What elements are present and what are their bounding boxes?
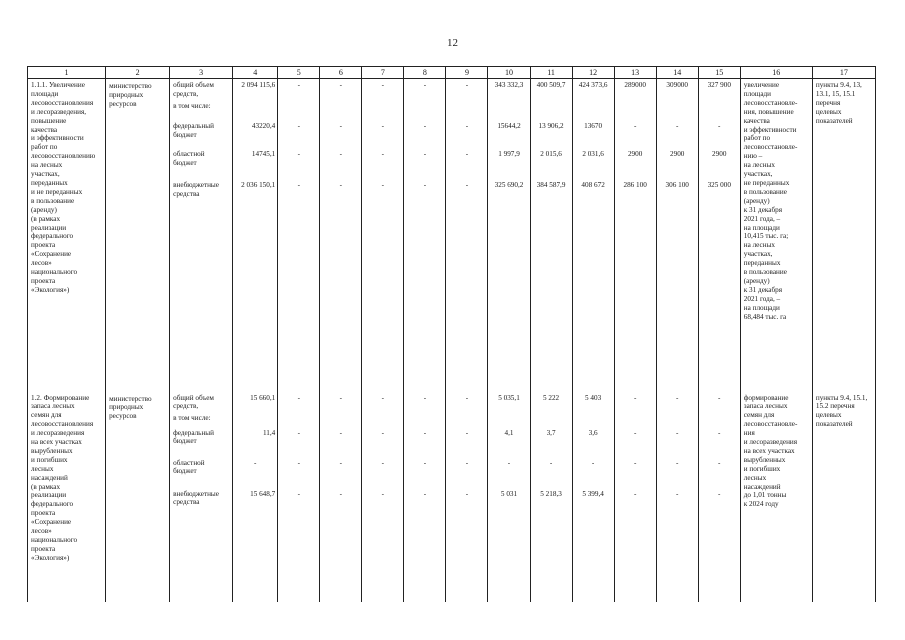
funding-source-line: общий объем [173, 81, 214, 89]
funding-source [170, 79, 233, 392]
measure-name-line: «Сохранение [31, 518, 72, 527]
amount-value: - [381, 489, 385, 498]
measure-row [28, 392, 876, 602]
amount-value: - [339, 393, 343, 402]
amount-value: - [339, 181, 343, 189]
expected-result-line: качества [743, 116, 770, 125]
amount-cell [572, 392, 614, 602]
col-header: 2 [106, 67, 170, 79]
amount-value: - [254, 458, 257, 467]
amount-value: 43220,4 [251, 122, 276, 130]
amount-value: - [339, 122, 343, 130]
expected-result-line: в пользование [743, 268, 787, 277]
expected-result-line: к 2024 году [743, 500, 779, 509]
col-header: 6 [320, 67, 362, 79]
amount-value: - [381, 428, 385, 437]
amount-value: - [507, 458, 511, 467]
funding-source-line: в том числе: [173, 414, 211, 423]
amount-cell [698, 392, 740, 602]
col-header: 4 [233, 67, 278, 79]
measure-name-line: насаждений [31, 473, 68, 482]
expected-result-line: до 1,01 тонны [743, 491, 787, 500]
expected-result-line: и эффективности [743, 125, 797, 134]
measure-name-line: реализации [31, 223, 67, 232]
expected-result-line: насаждений [743, 482, 781, 491]
measure-name-line: лесов» [31, 527, 52, 536]
amount-value: - [297, 428, 300, 437]
amount-value: - [423, 393, 427, 402]
amount-value: 5 222 [542, 393, 560, 402]
funding-source-line: бюджет [173, 130, 197, 139]
amount-cell [530, 79, 572, 392]
amount-value: - [718, 122, 721, 130]
expected-result-line: нию – [743, 152, 763, 161]
indicator-line: пункты 9.4, 15.1, [815, 393, 868, 402]
expected-result-line: запаса лесных [743, 402, 788, 411]
expected-result-line: лесных [743, 473, 767, 482]
expected-result-line: 2021 года, – [743, 214, 781, 223]
funding-source-line: бюджет [173, 158, 197, 167]
funding-source-label [170, 150, 232, 168]
amount-value: 5 031 [500, 489, 518, 498]
amount-value: - [675, 122, 679, 130]
amount-cell [278, 79, 320, 392]
amount-value: - [633, 428, 637, 437]
amount-value: - [549, 458, 553, 467]
funding-source-label [170, 122, 232, 140]
amount-value: 4,1 [504, 428, 514, 437]
measure-name [28, 79, 106, 392]
expected-result-line: лесовосстановле- [743, 143, 798, 152]
amount-value: - [339, 489, 343, 498]
funding-source-label [170, 490, 232, 508]
amount-cell [362, 79, 404, 392]
funding-source-label [170, 429, 232, 447]
amount-cell [698, 79, 740, 392]
measure-name [28, 392, 106, 602]
indicator-line: пункты 9.4, 13, [815, 81, 862, 89]
expected-result-line: переданных [743, 259, 781, 268]
col-header: 13 [614, 67, 656, 79]
expected-result [740, 79, 812, 392]
amount-value: - [423, 181, 427, 189]
amount-value: - [297, 122, 300, 130]
funding-source-line: в том числе: [173, 101, 211, 110]
measure-name-line: площади [31, 89, 59, 98]
measure-name-line: участках, [31, 170, 60, 179]
amount-value: 2 094 115,6 [241, 81, 276, 89]
funding-source-line: средства [173, 189, 200, 198]
amount-value: - [675, 489, 679, 498]
measure-name-line: (аренду) [31, 205, 57, 214]
measure-name-line: национального [31, 536, 78, 544]
col-header: 3 [170, 67, 233, 79]
amount-value: - [423, 81, 427, 89]
col-header: 17 [812, 67, 875, 79]
funding-source-line: бюджет [173, 467, 197, 476]
amount-value: - [633, 393, 637, 402]
amount-value: - [423, 150, 427, 158]
funding-source-line: областной [173, 458, 205, 467]
measure-name-line: на всех участках [31, 438, 82, 447]
amount-value: - [633, 489, 637, 498]
amount-value: 327 900 [707, 81, 731, 89]
amount-value: - [423, 122, 427, 130]
amount-value: 424 373,6 [578, 81, 608, 89]
expected-result-line: к 31 декабря [743, 285, 783, 294]
expected-result-line: на лесных [743, 161, 776, 170]
expected-result-line: лесовосстановле- [743, 98, 798, 107]
amount-value: 1 997,9 [498, 150, 520, 158]
amount-cell [404, 392, 446, 602]
funding-source-line: внебюджетные [173, 181, 219, 189]
amount-cell [656, 392, 698, 602]
responsible-executor [106, 392, 170, 602]
measure-name-line: проекта [31, 276, 56, 285]
indicator-line: показателей [815, 116, 853, 125]
amount-value: 2900 [670, 150, 685, 158]
amount-value: - [339, 81, 343, 89]
funding-source-line: бюджет [173, 437, 197, 446]
col-header: 16 [740, 67, 812, 79]
measure-name-line: и эффективности [31, 134, 84, 143]
amount-value: - [297, 393, 300, 402]
amount-value: 11,4 [262, 428, 276, 437]
amount-value: 5 403 [585, 393, 602, 402]
responsible-executor [106, 79, 170, 392]
col-header: 12 [572, 67, 614, 79]
col-header: 1 [28, 67, 106, 79]
amount-value: - [675, 428, 679, 437]
measure-name-line: (в рамках [31, 214, 61, 223]
expected-result-line: 68,484 тыс. га [743, 312, 787, 321]
amount-cell [614, 79, 656, 392]
expected-result-line: работ по [743, 134, 771, 143]
amount-value: - [718, 428, 721, 437]
amount-value: 15644,2 [497, 122, 521, 130]
amount-value: 5 035,1 [498, 393, 520, 402]
executor-line: министерство [109, 82, 152, 90]
expected-result-line: на площади [743, 223, 780, 232]
indicator-line: целевых [815, 107, 842, 116]
funding-source-line: общий объем [173, 393, 214, 402]
expected-result-line: (аренду) [743, 276, 770, 285]
amount-value: 408 672 [581, 181, 605, 189]
amount-value: 15 660,1 [250, 393, 276, 402]
amount-value: - [633, 458, 637, 467]
funding-source-line: областной [173, 150, 205, 158]
funding-source-line: средств, [173, 402, 199, 411]
amount-value: 325 690,2 [494, 181, 524, 189]
amount-cell [233, 392, 278, 602]
amount-value: - [675, 458, 679, 467]
amount-value: 286 100 [623, 181, 647, 189]
expected-result-line: увеличение [743, 81, 780, 89]
amount-value: - [423, 458, 427, 467]
amount-value: - [381, 150, 385, 158]
amount-value: - [339, 150, 343, 158]
indicator-line: целевых [815, 411, 842, 420]
amount-cell [530, 392, 572, 602]
column-numbers-row [28, 67, 876, 79]
measure-name-line: проекта [31, 241, 56, 250]
amount-value: 384 587,9 [536, 181, 566, 189]
amount-value: - [381, 81, 385, 89]
amount-value: 2 015,6 [540, 150, 562, 158]
amount-cell [614, 392, 656, 602]
amount-value: 2900 [712, 150, 727, 158]
expected-result-line: ния [743, 429, 755, 438]
amount-value: - [465, 393, 469, 402]
measure-name-line: и погибших [31, 455, 68, 464]
expected-result-line: площади [743, 89, 772, 98]
amount-value: 15 648,7 [250, 489, 276, 498]
amount-value: 306 100 [665, 181, 689, 189]
amount-value: 2 036 150,1 [241, 181, 276, 189]
amount-value: - [423, 489, 427, 498]
expected-result-line: в пользование [743, 187, 787, 196]
measure-name-line: переданных [31, 178, 68, 187]
amount-value: - [423, 428, 427, 437]
amount-value: 309000 [666, 81, 688, 89]
amount-value: 14745,1 [251, 150, 276, 158]
amount-value: 5 218,3 [540, 489, 562, 498]
amount-value: - [381, 458, 385, 467]
expected-result-line: семян для [743, 411, 775, 420]
amount-cell [404, 79, 446, 392]
amount-value: - [381, 393, 385, 402]
amount-value: - [297, 458, 300, 467]
amount-value: - [339, 458, 343, 467]
amount-value: - [718, 393, 721, 402]
amount-cell [446, 392, 488, 602]
col-header: 8 [404, 67, 446, 79]
measure-name-line: «Экология») [31, 285, 70, 294]
indicator-link [812, 392, 875, 602]
expected-result-line: и погибших [743, 464, 781, 473]
measure-name-line: реализации [31, 491, 67, 500]
amount-value: - [591, 458, 595, 467]
expected-result-line: формирование [743, 393, 789, 402]
amount-value: - [718, 489, 721, 498]
measure-name-line: «Экология») [31, 553, 70, 562]
expected-result-line: 10,415 тыс. га; [743, 232, 789, 241]
amount-value: 5 399,4 [582, 489, 604, 498]
amount-value: - [339, 428, 343, 437]
funding-source-label [170, 181, 232, 199]
measure-name-line: федерального [31, 232, 74, 241]
amount-value: - [465, 122, 469, 130]
amount-value: 343 332,3 [494, 81, 524, 89]
amount-cell [278, 392, 320, 602]
indicator-line: перечня [815, 98, 841, 107]
col-header: 7 [362, 67, 404, 79]
amount-value: 325 000 [707, 181, 731, 189]
amount-value: - [381, 122, 385, 130]
funding-source [170, 392, 233, 602]
expected-result-line: на лесных [743, 241, 776, 250]
measure-name-line: запаса лесных [31, 402, 75, 411]
amount-value: 2900 [627, 150, 643, 158]
expected-result-line: на площади [743, 303, 780, 312]
page-number: 12 [447, 37, 458, 49]
funding-source-line: средств, [173, 89, 199, 98]
executor-line: природных [109, 90, 144, 99]
measure-name-line: лесовосстановления [31, 420, 94, 429]
amount-value: 13 906,2 [538, 122, 564, 130]
amount-value: - [297, 181, 300, 189]
amount-value: 3,6 [588, 428, 598, 437]
measure-name-line: лесов» [31, 259, 52, 268]
expected-result-line: вырубленных [743, 455, 786, 464]
amount-value: 3,7 [546, 428, 556, 437]
measure-name-line: лесных [31, 464, 54, 473]
expected-result-line: участках, [743, 250, 773, 259]
measure-name-line: лесовосстановлению [31, 152, 96, 161]
expected-result-line: не переданных [743, 178, 790, 187]
amount-value: - [718, 458, 721, 467]
amount-value: - [633, 122, 637, 130]
amount-value: - [297, 150, 300, 158]
amount-cell [320, 79, 362, 392]
measure-name-line: качества [31, 125, 58, 134]
measure-name-line: работ по [31, 143, 58, 152]
measures-table [27, 66, 876, 602]
amount-cell [488, 392, 530, 602]
measure-name-line: семян для [31, 411, 62, 420]
amount-value: 13670 [584, 122, 603, 130]
executor-line: природных [109, 403, 144, 412]
expected-result-line: и лесоразведения [743, 438, 798, 447]
measure-name-line: и лесоразведения, [31, 107, 87, 116]
amount-value: 2 031,6 [582, 150, 604, 158]
funding-source-line: средства [173, 498, 200, 507]
measure-name-line: 1.1.1. Увеличение [31, 81, 85, 89]
amount-cell [572, 79, 614, 392]
amount-value: - [465, 150, 469, 158]
indicator-line: показателей [815, 420, 853, 429]
amount-cell [656, 79, 698, 392]
amount-value: - [465, 81, 469, 89]
measure-name-line: 1.2. Формирование [31, 393, 90, 402]
expected-result-line: 2021 года, – [743, 294, 781, 303]
amount-value: - [465, 428, 469, 437]
amount-value: - [297, 81, 300, 89]
amount-cell [446, 79, 488, 392]
col-header: 10 [488, 67, 530, 79]
measure-name-line: вырубленных [31, 446, 73, 455]
funding-source-line: федеральный [173, 122, 214, 130]
indicator-line: 15.2 перечня [815, 402, 855, 411]
measure-name-line: федерального [31, 500, 74, 509]
col-header: 11 [530, 67, 572, 79]
col-header: 9 [446, 67, 488, 79]
col-header: 5 [278, 67, 320, 79]
measure-name-line: проекта [31, 544, 56, 553]
measure-name-line: повышение [31, 116, 67, 125]
expected-result-line: на всех участках [743, 446, 795, 455]
executor-line: министерство [109, 394, 152, 403]
amount-cell [233, 79, 278, 392]
funding-source-line: внебюджетные [173, 489, 219, 498]
measure-name-line: (в рамках [31, 482, 61, 491]
measure-name-line: и лесоразведения [31, 429, 85, 438]
funding-source-label [170, 81, 232, 111]
indicator-line: 13.1, 15, 15.1 [815, 89, 856, 98]
executor-line: ресурсов [109, 99, 137, 108]
expected-result [740, 392, 812, 602]
amount-value: - [465, 181, 469, 189]
measure-name-line: лесовосстановления [31, 98, 94, 107]
amount-value: - [465, 489, 469, 498]
amount-value: - [675, 393, 679, 402]
expected-result-line: (аренду) [743, 196, 770, 205]
measure-name-line: «Сохранение [31, 250, 72, 259]
amount-value: - [297, 489, 300, 498]
amount-value: 289000 [624, 81, 646, 89]
measure-name-line: и не переданных [31, 187, 83, 196]
col-header: 14 [656, 67, 698, 79]
executor-line: ресурсов [109, 412, 137, 421]
amount-value: - [465, 458, 469, 467]
measure-name-line: проекта [31, 509, 56, 518]
funding-source-label [170, 459, 232, 477]
amount-value: - [381, 181, 385, 189]
amount-cell [362, 392, 404, 602]
amount-cell [320, 392, 362, 602]
indicator-link [812, 79, 875, 392]
measure-name-line: на лесных [31, 161, 63, 170]
col-header: 15 [698, 67, 740, 79]
expected-result-line: ния, повышение [743, 107, 794, 116]
amount-cell [488, 79, 530, 392]
measure-row [28, 79, 876, 392]
measure-name-line: национального [31, 268, 78, 277]
amount-value: 400 509,7 [536, 81, 566, 89]
expected-result-line: к 31 декабря [743, 205, 783, 214]
funding-source-label [170, 394, 232, 424]
measure-name-line: в пользование [31, 196, 75, 205]
funding-source-line: федеральный [173, 428, 214, 437]
expected-result-line: участках, [743, 170, 773, 179]
expected-result-line: лесовосстановле- [743, 420, 798, 429]
